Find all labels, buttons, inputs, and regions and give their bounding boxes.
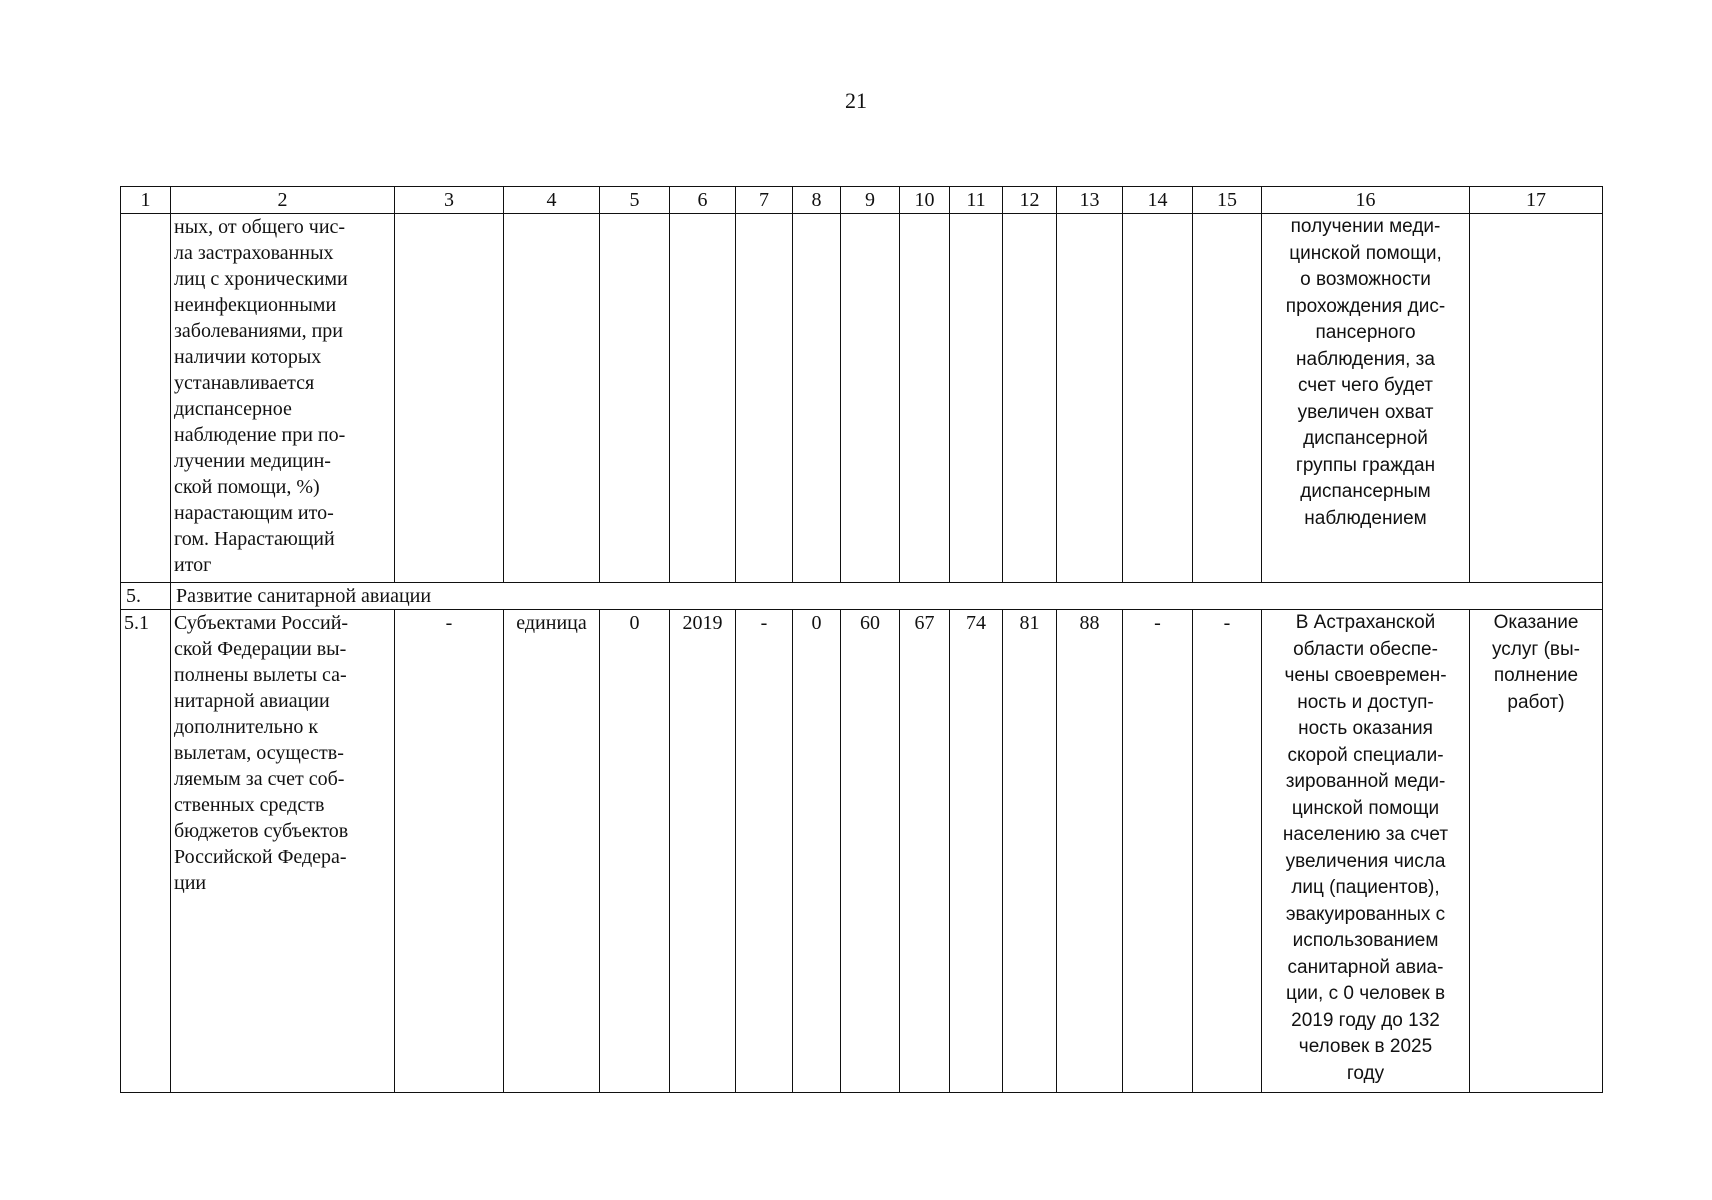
text-line: эвакуированных с [1285,903,1446,925]
text-line: ных, от общего чис- [174,216,346,238]
header-cell: 13 [1057,187,1123,214]
text-line: диспансерным [1300,481,1431,502]
text-line: ность и доступ- [1297,691,1434,713]
text-line: заболеваниями, при [174,320,343,342]
text-line: итог [174,554,212,576]
text-line: устанавливается [174,372,315,394]
value-cell: 67 [900,610,950,1093]
text-line: увеличения числа [1285,850,1446,872]
cell-empty [1470,214,1603,583]
text-line: цинской помощи, [1289,242,1442,264]
cell-empty [1123,214,1193,583]
header-cell: 12 [1003,187,1057,214]
text-line: ственных средств [174,794,325,816]
cell-empty [395,214,504,583]
value-cell: 88 [1057,610,1123,1093]
header-cell: 16 [1262,187,1470,214]
cell-empty [793,214,841,583]
section-number: 5. [121,583,171,610]
work-type-cell [1470,610,1603,1093]
text-line: Оказание [1493,612,1579,633]
cell-empty [121,214,171,583]
text-line: полнение [1493,665,1579,686]
text-line: услуг (вы- [1492,638,1580,660]
value-cell: 60 [841,610,900,1093]
text-line: ность оказания [1298,718,1433,739]
section-row [121,583,1603,610]
text-line: прохождения дис- [1285,295,1446,317]
header-cell: 10 [900,187,950,214]
cell-empty [504,214,600,583]
cell-empty [841,214,900,583]
text-line: лиц с хроническими [174,268,348,290]
text-line: В Астраханской [1295,612,1436,633]
header-cell: 9 [841,187,900,214]
text-line: ла застрахованных [174,242,334,264]
row-number: 5.1 [121,610,171,1093]
text-line: полнены вылеты са- [174,664,347,686]
text-line: наблюдения, за [1296,348,1435,370]
text-line: ляемым за счет соб- [174,768,345,790]
header-cell: 6 [670,187,736,214]
text-line: зированной меди- [1285,771,1446,792]
text-line: наблюдение при по- [174,424,346,446]
table-row-5-1 [121,610,1603,1093]
text-line: ской помощи, %) [174,476,320,498]
text-line: наблюдением [1304,507,1427,529]
value-cell: - [736,610,793,1093]
page-number: 21 [845,88,867,113]
text-line: чены своевремен- [1284,665,1447,686]
text-line: человек в 2025 [1298,1036,1433,1057]
text-line: использованием [1292,930,1439,951]
text-line: гом. Нарастающий [174,528,335,550]
header-cell: 14 [1123,187,1193,214]
text-line: лиц (пациентов), [1291,877,1440,898]
text-line: дополнительно к [174,716,319,738]
text-line: нарастающим ито- [174,502,334,524]
text-line: ции [174,872,207,894]
text-line: о возможности [1300,269,1431,290]
cell-empty [1057,214,1123,583]
value-cell: 0 [793,610,841,1093]
header-cell: 11 [950,187,1003,214]
text-line: получении меди- [1290,216,1441,237]
value-cell: - [1123,610,1193,1093]
header-cell: 3 [395,187,504,214]
text-line: неинфекционными [174,294,337,316]
text-line: нитарной авиации [174,690,330,712]
text-line: Субъектами Россий- [174,612,349,634]
value-cell: - [1193,610,1262,1093]
base-year-cell: 2019 [670,610,736,1093]
text-line: лучении медицин- [174,450,331,472]
text-line: ции, с 0 человек в [1285,983,1446,1004]
text-line: населению за счет [1282,824,1449,845]
result-description-cell [1262,214,1470,583]
value-cell: 74 [950,610,1003,1093]
indicator-description-cell [171,214,395,583]
header-cell: 7 [736,187,793,214]
text-line: ской Федерации вы- [174,638,347,660]
cell-empty [900,214,950,583]
base-value-cell: 0 [600,610,670,1093]
cell-empty [950,214,1003,583]
text-line: цинской помощи [1291,797,1440,819]
table-header-row [121,187,1603,214]
text-line: области обеспе- [1293,638,1438,660]
unit-cell: единица [504,610,600,1093]
cell-empty [1193,214,1262,583]
cell-col3: - [395,610,504,1093]
header-cell: 5 [600,187,670,214]
header-cell: 8 [793,187,841,214]
header-cell: 4 [504,187,600,214]
text-line: диспансерное [174,398,292,420]
passport-table [120,186,1603,1093]
text-line: вылетам, осуществ- [174,742,344,764]
cell-empty [600,214,670,583]
text-line: 2019 году до 132 [1291,1009,1440,1031]
text-line: наличии которых [174,346,322,368]
header-cell: 2 [171,187,395,214]
table-row-continuation [121,214,1603,583]
text-line: группы граждан [1295,454,1436,476]
result-description-cell [1262,610,1470,1093]
text-line: счет чего будет [1298,375,1433,396]
text-line: году [1346,1062,1385,1084]
text-line: бюджетов субъектов [174,820,349,842]
section-title: Развитие санитарной авиации [171,583,1603,610]
cell-empty [1003,214,1057,583]
cell-empty [670,214,736,583]
cell-empty [736,214,793,583]
text-line: санитарной авиа- [1287,956,1444,978]
text-line: Российской Федера- [174,846,347,868]
text-line: пансерного [1315,322,1416,343]
text-line: скорой специали- [1287,744,1444,766]
value-cell: 81 [1003,610,1057,1093]
indicator-description-cell [171,610,395,1093]
header-cell: 1 [121,187,171,214]
text-line: работ) [1507,691,1565,713]
header-cell: 17 [1470,187,1603,214]
text-line: увеличен охват [1297,401,1434,423]
text-line: диспансерной [1303,428,1428,449]
header-cell: 15 [1193,187,1262,214]
